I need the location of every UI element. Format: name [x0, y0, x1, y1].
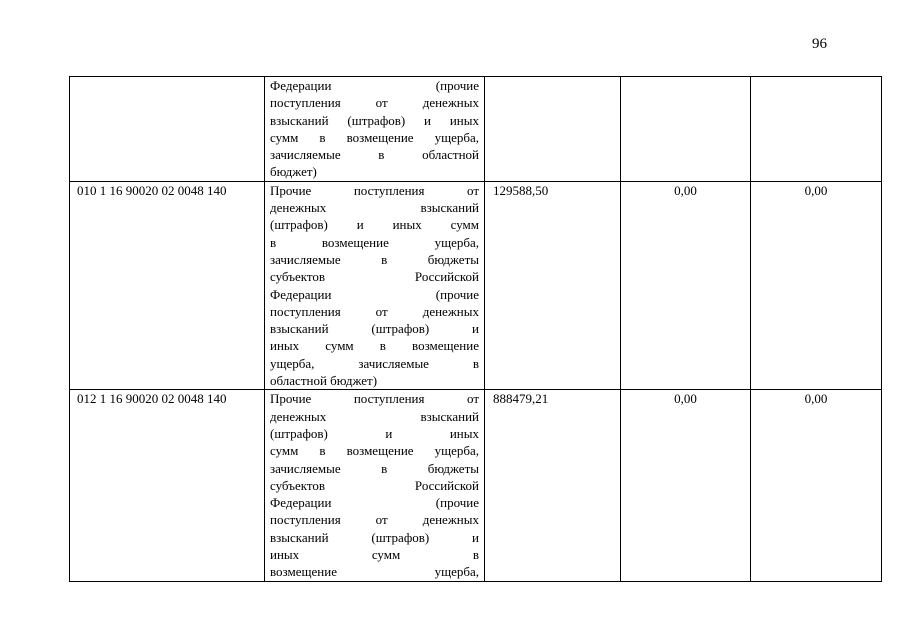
amount-cell-3: [751, 77, 882, 182]
description-line: иных сумм в возмещение: [270, 338, 479, 354]
budget-code-cell: 010 1 16 90020 02 0048 140: [70, 181, 265, 390]
description-line: (штрафов) и иных сумм: [270, 217, 479, 233]
description-line: взысканий (штрафов) и: [270, 321, 479, 337]
budget-code-cell: [70, 77, 265, 182]
description-line: сумм в возмещение ущерба,: [270, 129, 479, 145]
description-line: иных сумм в: [270, 547, 479, 563]
description-line: в возмещение ущерба,: [270, 234, 479, 250]
amount-cell-1: [485, 77, 621, 182]
description-line: Прочие поступления от: [270, 182, 479, 198]
table-row: [70, 181, 882, 390]
description-line: субъектов Российской: [270, 477, 479, 493]
description-line: возмещение ущерба,: [270, 564, 479, 580]
amount-cell-1: 888479,21: [485, 390, 621, 581]
description-line: бюджет): [270, 164, 317, 180]
description-line: поступления от денежных: [270, 303, 479, 319]
description-line: зачисляемые в бюджеты: [270, 251, 479, 267]
description-line: поступления от денежных: [270, 512, 479, 528]
description-line: ущерба, зачисляемые в: [270, 355, 479, 371]
description-line: (штрафов) и иных: [270, 425, 479, 441]
amount-cell-2: 0,00: [621, 390, 751, 581]
description-line: Федерации (прочие: [270, 495, 479, 511]
page-number: 96: [812, 36, 827, 52]
description-line: зачисляемые в областной: [270, 147, 479, 163]
amount-cell-3: 0,00: [751, 181, 882, 390]
description-line: областной бюджет): [270, 373, 378, 389]
description-line: Федерации (прочие: [270, 286, 479, 302]
description-line: Прочие поступления от: [270, 391, 479, 407]
description-cell: [265, 390, 485, 581]
description-cell: [265, 181, 485, 390]
description-line: сумм в возмещение ущерба,: [270, 443, 479, 459]
description-cell: [265, 77, 485, 182]
description-line: денежных взысканий: [270, 408, 479, 424]
description-line: зачисляемые в бюджеты: [270, 460, 479, 476]
budget-table: [69, 76, 882, 582]
table-row: [70, 390, 882, 581]
amount-cell-2: [621, 77, 751, 182]
amount-cell-1: 129588,50: [485, 181, 621, 390]
amount-cell-3: 0,00: [751, 390, 882, 581]
description-line: Федерации (прочие: [270, 78, 479, 93]
description-line: субъектов Российской: [270, 269, 479, 285]
description-line: поступления от денежных: [270, 95, 479, 111]
description-line: взысканий (штрафов) и: [270, 529, 479, 545]
budget-code-cell: 012 1 16 90020 02 0048 140: [70, 390, 265, 581]
description-line: денежных взысканий: [270, 200, 479, 216]
amount-cell-2: 0,00: [621, 181, 751, 390]
table-row: [70, 77, 882, 182]
description-line: взысканий (штрафов) и иных: [270, 112, 479, 128]
